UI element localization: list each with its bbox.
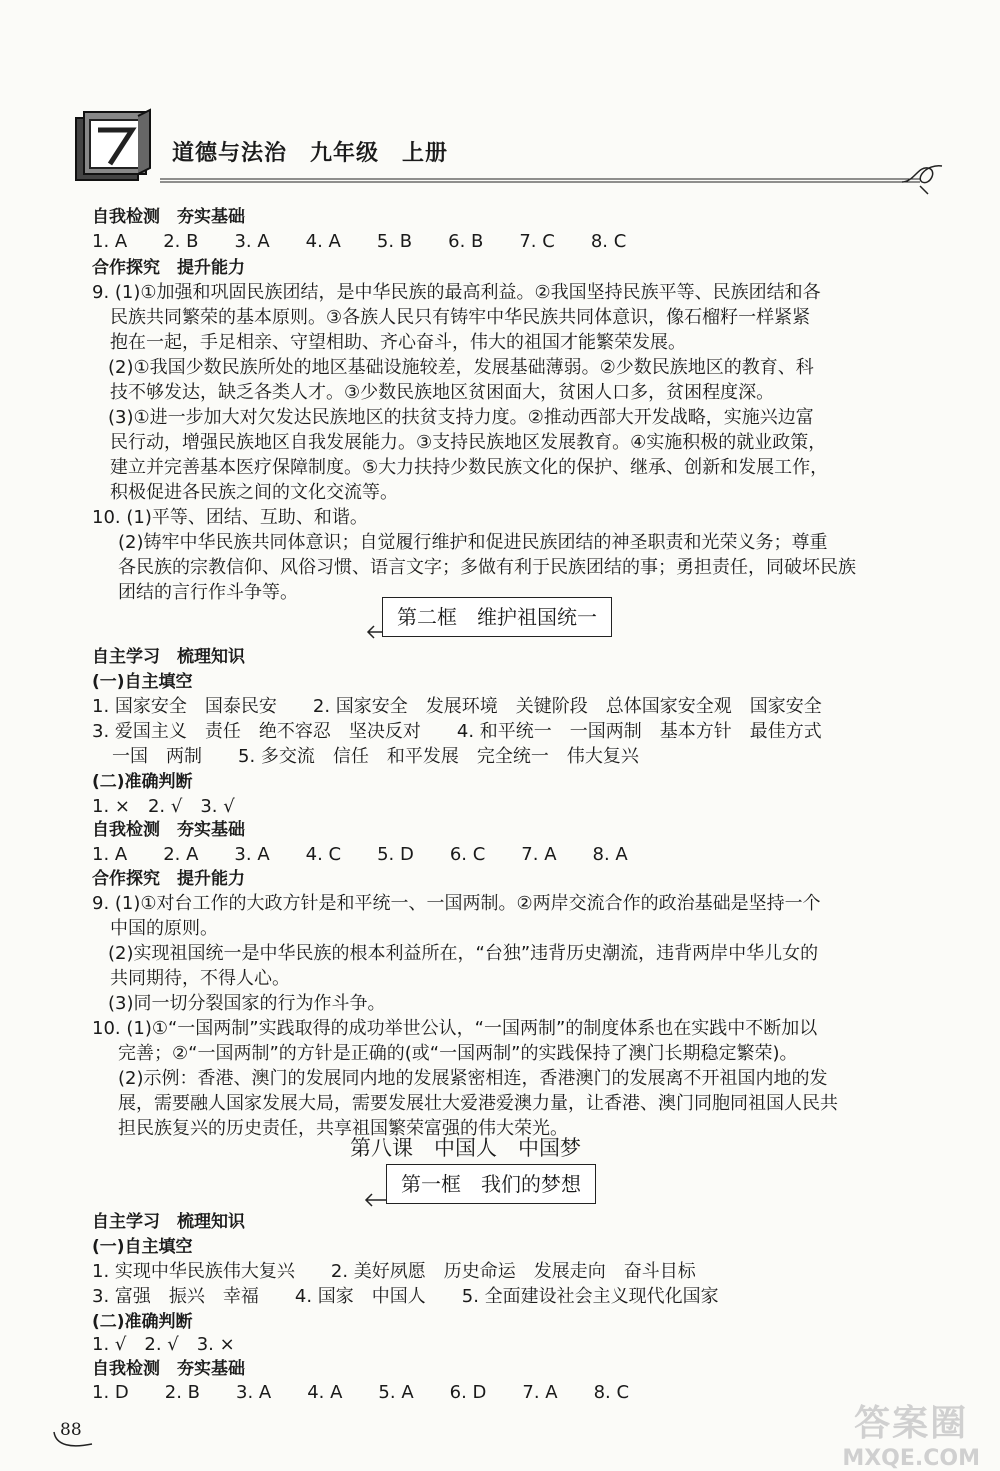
answer-line: 团结的言行作斗争等。 [118,582,298,603]
header-title: 道德与法治 九年级 上册 [172,140,449,166]
section-heading: 自我检测 夯实基础 [92,820,245,840]
answer-line: (2)①我国少数民族所处的地区基础设施较差，发展基础薄弱。②少数民族地区的教育、科 [108,357,814,378]
section-heading: 合作探究 提升能力 [92,869,245,889]
header-swirl-icon [900,162,944,196]
answer-line: 1. A 2. B 3. A 4. A 5. B 6. B 7. C 8. C [92,231,627,252]
watermark [842,1395,980,1471]
answer-line: (3)同一切分裂国家的行为作斗争。 [108,993,386,1014]
answer-line: 抱在一起，手足相亲、守望相助、齐心奋斗，伟大的祖国才能繁荣发展。 [110,332,686,353]
answer-line: 完善；②“一国两制”的方针是正确的(或“一国两制”的实践保持了澳门长期稳定繁荣)。 [118,1043,798,1064]
section-heading: (二)准确判断 [92,772,193,792]
answer-line: 担民族复兴的历史责任，共享祖国繁荣富强的伟大荣光。 [118,1118,568,1139]
answer-line: 1. 实现中华民族伟大复兴 2. 美好夙愿 历史命运 发展走向 奋斗目标 [92,1261,696,1282]
answer-line: (2)实现祖国统一是中华民族的根本利益所在，“台独”违背历史潮流，违背两岸中华儿女的 [108,943,819,964]
answer-line: 民族共同繁荣的基本原则。③各族人民只有铸牢中华民族共同体意识，像石榴籽一样紧紧 [110,307,811,328]
answer-line: 10. (1)①“一国两制”实践取得的成功举世公认，“一国两制”的制度体系也在实践中不断加以 [92,1018,818,1039]
watermark-top: 答案圈 [854,1403,969,1444]
lesson-title: 第八课 中国人 中国梦 [350,1136,581,1160]
answer-line: 各民族的宗教信仰、风俗习惯、语言文字；多做有利于民族团结的事；勇担责任，同破坏民族 [118,557,856,578]
answer-line: 10. (1)平等、团结、互助、和谐。 [92,507,368,528]
answer-line: 9. (1)①对台工作的大政方针是和平统一、一国两制。②两岸交流合作的政治基础是坚持一个 [92,893,821,914]
section-heading: (二)准确判断 [92,1312,193,1332]
answer-line: 1. D 2. B 3. A 4. A 5. A 6. D 7. A 8. C [92,1382,630,1403]
answer-line: 1. √ 2. √ 3. × [92,1334,235,1355]
answer-line: 共同期待，不得人心。 [110,968,290,989]
answer-line: 9. (1)①加强和巩固民族团结，是中华民族的最高利益。②我国坚持民族平等、民族团结和各 [92,282,821,303]
answer-line: 积极促进各民族之间的文化交流等。 [110,482,398,503]
section-heading: 自主学习 梳理知识 [92,1212,245,1232]
header-divider [160,178,930,184]
section-heading: 自我检测 夯实基础 [92,1359,245,1379]
answer-line: 技不够发达，缺乏各类人才。③少数民族地区贫困面大，贫困人口多，贫困程度深。 [110,382,775,403]
section-frame-title: 第二框 维护祖国统一 [382,597,612,637]
answer-line: 一国 两制 5. 多交流 信任 和平发展 完全统一 伟大复兴 [112,746,639,767]
answer-line: 3. 富强 振兴 幸福 4. 国家 中国人 5. 全面建设社会主义现代化国家 [92,1286,719,1307]
section-heading: (一)自主填空 [92,672,193,692]
answer-line: 1. 国家安全 国泰民安 2. 国家安全 发展环境 关键阶段 总体国家安全观 国家安全 [92,696,822,717]
answer-line: (2)示例：香港、澳门的发展同内地的发展紧密相连，香港澳门的发展离不开祖国内地的发 [118,1068,828,1089]
answer-line: 1. A 2. A 3. A 4. C 5. D 6. C 7. A 8. A [92,844,628,865]
page-swirl-icon [52,1428,112,1452]
section-heading: 自我检测 夯实基础 [92,207,245,227]
section-frame-title: 第一框 我们的梦想 [386,1164,596,1204]
page-number: 88 [60,1420,82,1440]
answer-line: (3)①进一步加大对欠发达民族地区的扶贫支持力度。②推动西部大开发战略，实施兴边富 [108,407,814,428]
book-logo-icon [70,108,158,188]
answer-line: 民行动，增强民族地区自我发展能力。③支持民族地区发展教育。④实施积极的就业政策， [110,432,827,453]
watermark-bottom: MXQE.COM [842,1446,980,1471]
answer-line: 建立并完善基本医疗保障制度。⑤大力扶持少数民族文化的保护、继承、创新和发展工作， [110,457,829,478]
section-heading: (一)自主填空 [92,1237,193,1257]
answer-line: 1. × 2. √ 3. √ [92,796,235,817]
answer-line: 中国的原则。 [110,918,218,939]
section-heading: 自主学习 梳理知识 [92,647,245,667]
answer-line: 3. 爱国主义 责任 绝不容忍 坚决反对 4. 和平统一 一国两制 基本方针 最佳方式 [92,721,822,742]
answer-line: (2)铸牢中华民族共同体意识；自觉履行维护和促进民族团结的神圣职责和光荣义务；尊重 [118,532,828,553]
section-heading: 合作探究 提升能力 [92,258,245,278]
answer-line: 展，需要融人国家发展大局，需要发展壮大爱港爱澳力量，让香港、澳门同胞同祖国人民共 [118,1093,838,1114]
